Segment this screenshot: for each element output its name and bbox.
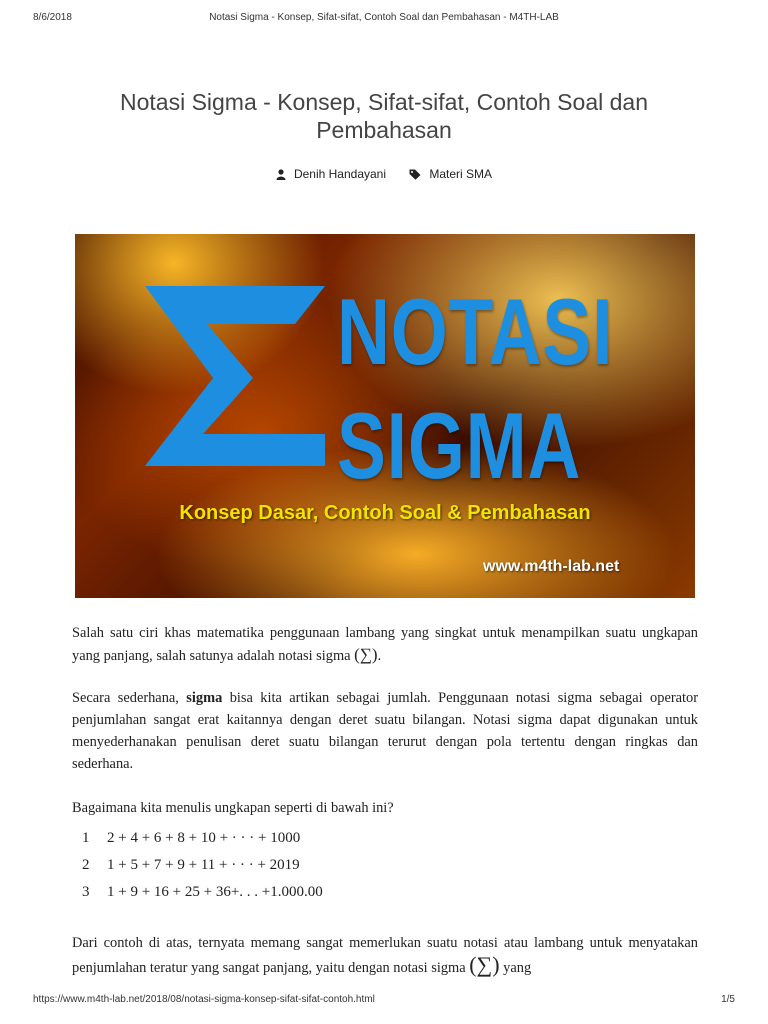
print-doc-title: Notasi Sigma - Konsep, Sifat-sifat, Contoh Soal dan Pembahasan - M4TH-LAB: [209, 12, 559, 23]
article-meta: [0, 167, 768, 183]
definition-bold: sigma: [186, 690, 223, 706]
list-item-expression: 1 + 5 + 7 + 9 + 11 + · · · + 2019: [107, 857, 300, 873]
conclusion-end: yang: [499, 960, 532, 976]
sigma-logo-icon: [145, 286, 325, 466]
paragraph-intro: [72, 622, 698, 667]
paragraph-question: Bagaimana kita menulis ungkapan seperti di bawah ini?: [72, 800, 394, 816]
list-item-expression: 1 + 9 + 16 + 25 + 36+. . . +1.000.00: [107, 884, 323, 900]
hero-site-url: www.m4th-lab.net: [483, 558, 620, 575]
sigma-symbol-large: (∑): [469, 952, 500, 977]
definition-rest: bisa kita artikan sebagai jumlah. Penggunaan notasi sigma sebagai operator penjumlahan sangat erat kaitannya dengan deret suatu bilangan. Notasi sigma dapat digunakan untuk menyederhanakan penulisan deret suatu bilangan terurut dengan pola tertentu dengan ringkas dan sederhana.: [72, 690, 698, 772]
article-title: Notasi Sigma - Konsep, Sifat-sifat, Contoh Soal dan Pembahasan: [119, 89, 648, 143]
list-item-number: 3: [82, 884, 90, 900]
print-header: [0, 12, 768, 28]
user-icon: [276, 169, 286, 180]
paragraph-conclusion: [72, 932, 698, 979]
conclusion-text: Dari contoh di atas, ternyata memang sangat memerlukan suatu notasi atau lambang untuk menyatakan penjumlahan teratur yang sangat panjang, yaitu dengan notasi sigma: [72, 935, 698, 976]
list-item-number: 2: [82, 857, 90, 873]
print-page-number: 1/5: [721, 994, 735, 1005]
author-link[interactable]: [276, 167, 386, 181]
intro-text: Salah satu ciri khas matematika penggunaan lambang yang singkat untuk menampilkan suatu ungkapan yang panjang, salah satunya adalah notasi sigma: [72, 625, 698, 664]
print-url[interactable]: https://www.m4th-lab.net/2018/08/notasi-sigma-konsep-sifat-sifat-contoh.html: [33, 994, 375, 1005]
list-item-number: 1: [82, 830, 90, 846]
list-item: [82, 825, 582, 852]
tag-icon: [409, 169, 421, 180]
hero-image: [75, 234, 695, 598]
definition-start: Secara sederhana,: [72, 690, 187, 706]
category-link[interactable]: [409, 167, 492, 181]
category-name: Materi SMA: [429, 167, 493, 181]
list-item-expression: 2 + 4 + 6 + 8 + 10 + · · · + 1000: [107, 830, 301, 846]
hero-word-notasi: NOTASI: [337, 279, 614, 384]
print-date: 8/6/2018: [33, 12, 72, 23]
list-item: [82, 879, 582, 906]
list-item: [82, 852, 582, 879]
paragraph-definition: [72, 687, 698, 775]
hero-subtitle: Konsep Dasar, Contoh Soal & Pembahasan: [179, 502, 591, 524]
hero-word-sigma: SIGMA: [337, 393, 582, 498]
intro-end: .: [377, 648, 382, 664]
sigma-symbol: (∑): [354, 645, 378, 664]
example-list: [82, 825, 582, 906]
author-name: Denih Handayani: [293, 167, 387, 181]
